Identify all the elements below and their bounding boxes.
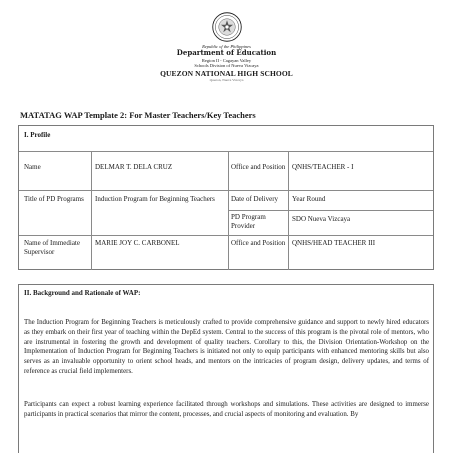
document-title: MATATAG WAP Template 2: For Master Teachers/Key Teachers [20, 110, 256, 120]
letterhead [0, 12, 453, 82]
region-text: Region II - Cagayan Valley [201, 57, 252, 63]
division-text: Schools Division of Nueva Vizcaya [194, 63, 259, 69]
provider-value: SDO Nueva Vizcaya [292, 215, 351, 223]
office-value: QNHS/TEACHER - I [292, 163, 354, 171]
office-label: Office and Position [231, 163, 286, 171]
school-name: QUEZON NATIONAL HIGH SCHOOL [160, 68, 293, 78]
delivery-label: Date of Delivery [231, 195, 279, 203]
name-label: Name [24, 163, 41, 171]
profile-table [18, 125, 434, 270]
deped-seal-icon [212, 12, 242, 42]
department-name: Department of Education [176, 48, 277, 58]
name-value: DELMAR T. DELA CRUZ [95, 163, 173, 171]
republic-text: Republic of the Philippines [202, 44, 251, 49]
row-divider [19, 190, 433, 191]
pd-title-label: Title of PD Programs [24, 195, 84, 203]
section-title-profile: I. Profile [24, 131, 51, 139]
row-divider [19, 151, 433, 152]
row-divider [228, 210, 433, 211]
supervisor-office-label: Office and Position [231, 239, 286, 247]
background-section [18, 284, 434, 453]
pd-title-value: Induction Program for Beginning Teachers [95, 195, 215, 203]
row-divider [19, 235, 433, 236]
col-divider [91, 151, 92, 270]
supervisor-label: Name of Immediate Supervisor [24, 239, 80, 257]
col-divider [228, 151, 229, 270]
section-title-background: II. Background and Rationale of WAP: [24, 289, 141, 297]
delivery-value: Year Round [292, 195, 326, 203]
supervisor-office-value: QNHS/HEAD TEACHER III [292, 239, 376, 247]
supervisor-value: MARIE JOY C. CARBONEL [95, 239, 180, 247]
background-paragraph: Participants can expect a robust learning experience facilitated through workshops and simulations. These activities are designed to immerse participants in practical scenarios that mirror the content, processes, and crucial aspects of monitoring and evaluation. By [24, 401, 429, 418]
school-address: Quezon, Nueva Vizcaya [209, 77, 244, 82]
provider-label: PD Program Provider [231, 213, 266, 231]
col-divider [288, 151, 289, 270]
background-paragraph: The Induction Program for Beginning Teachers is meticulously crafted to provide comprehensive guidance and support to newly hired educators as they embark on their first year of teaching within the DepEd system. Central to the success of this program is the pivotal role of mentors, who are instrumental in fostering the growth and development of quality teachers. Corollary to this, the Division Orientation-Workshop on the Implementation of Induction Program for Beginning Teachers is initiated not only to equip participants with enhanced mentoring skills but also serves as an invaluable opportunity to orient school heads, and mentors on the intricacies of program design, delivery updates, and terms of reference as crucial field implementers. [24, 319, 429, 375]
